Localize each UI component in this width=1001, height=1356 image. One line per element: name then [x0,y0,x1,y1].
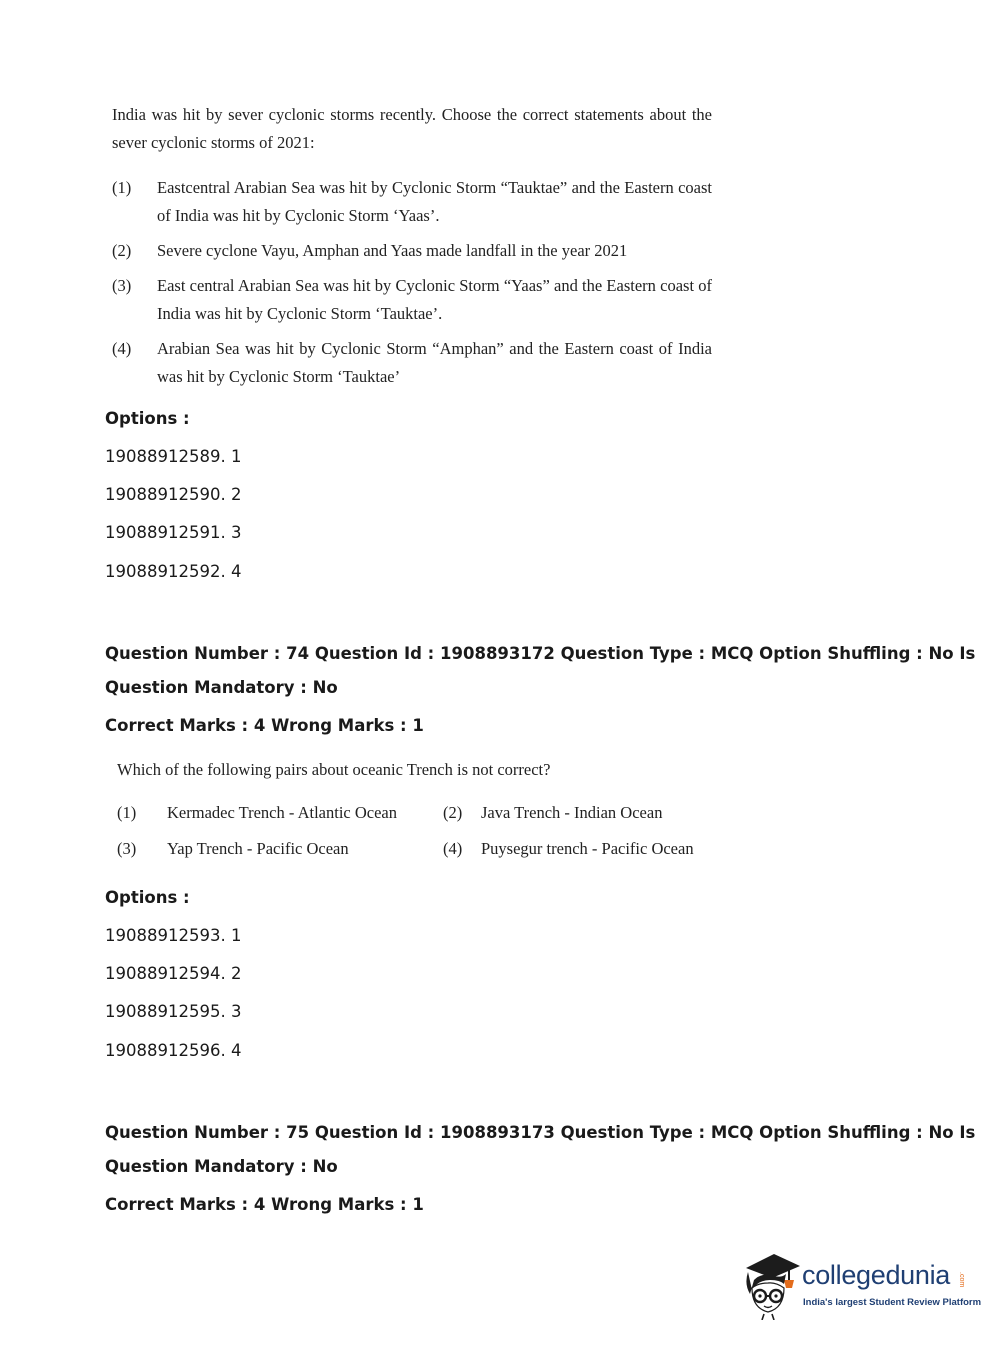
logo-tagline: India's largest Student Review Platform [803,1297,982,1308]
pair-text: Puysegur trench - Pacific Ocean [481,839,694,858]
statement-number: (4) [112,339,132,358]
question-header-continued: Question Mandatory : No [105,1157,338,1176]
option-item: 19088912591. 3 [105,523,242,542]
pair-item [443,839,694,859]
options-label: Options : [105,888,190,907]
pair-number: (2) [443,803,463,822]
question-header: Question Number : 75 Question Id : 1908893173 Question Type : MCQ Option Shuffling : No Is [105,1123,976,1142]
logo-brand-text: collegedunia [802,1260,951,1290]
statement-text: East central Arabian Sea was hit by Cyclonic Storm “Yaas” and the Eastern coast of India was hit by Cyclonic Storm ‘Tauktae’. [157,276,712,323]
statement-text: Eastcentral Arabian Sea was hit by Cyclonic Storm “Tauktae” and the Eastern coast of India was hit by Cyclonic Storm ‘Yaas’. [157,178,712,225]
pair-item [117,803,397,823]
options-label: Options : [105,409,190,428]
collegedunia-logo[interactable] [740,1250,982,1320]
option-item: 19088912594. 2 [105,964,242,983]
option-item: 19088912593. 1 [105,926,242,945]
q73-statement-list [112,174,712,391]
option-item: 19088912596. 4 [105,1041,242,1060]
pair-item [443,803,662,823]
option-item: 19088912589. 1 [105,447,242,466]
student-mascot-icon [740,1250,802,1320]
question-header-continued: Question Mandatory : No [105,678,338,697]
statement-number: (1) [112,178,132,197]
statement-number: (3) [112,276,132,295]
question-header: Question Number : 74 Question Id : 1908893172 Question Type : MCQ Option Shuffling : No Is [105,644,976,663]
option-item: 19088912595. 3 [105,1002,242,1021]
option-item: 19088912592. 4 [105,562,242,581]
q73-statement [112,237,712,265]
pair-text: Yap Trench - Pacific Ocean [167,839,349,858]
question-marks: Correct Marks : 4 Wrong Marks : 1 [105,1195,424,1214]
statement-number: (2) [112,241,132,260]
q73-statement [112,272,712,328]
q73-statement [112,174,712,230]
q73-stem: India was hit by sever cyclonic storms recently. Choose the correct statements about the sever cyclonic storms of 2021: [112,105,712,152]
q73-statement [112,335,712,391]
pair-text: Java Trench - Indian Ocean [481,803,663,822]
pair-number: (4) [443,839,463,858]
logo-suffix: .com [958,1272,965,1288]
question-marks: Correct Marks : 4 Wrong Marks : 1 [105,716,424,735]
option-item: 19088912590. 2 [105,485,242,504]
pair-number: (1) [117,803,137,822]
q74-stem: Which of the following pairs about oceanic Trench is not correct? [117,760,551,779]
pair-text: Kermadec Trench - Atlantic Ocean [167,803,398,822]
statement-text: Severe cyclone Vayu, Amphan and Yaas made landfall in the year 2021 [157,241,628,260]
statement-text: Arabian Sea was hit by Cyclonic Storm “Amphan” and the Eastern coast of India was hit by Cyclonic Storm ‘Tauktae’ [157,339,712,386]
pair-item [117,839,349,859]
pair-number: (3) [117,839,137,858]
